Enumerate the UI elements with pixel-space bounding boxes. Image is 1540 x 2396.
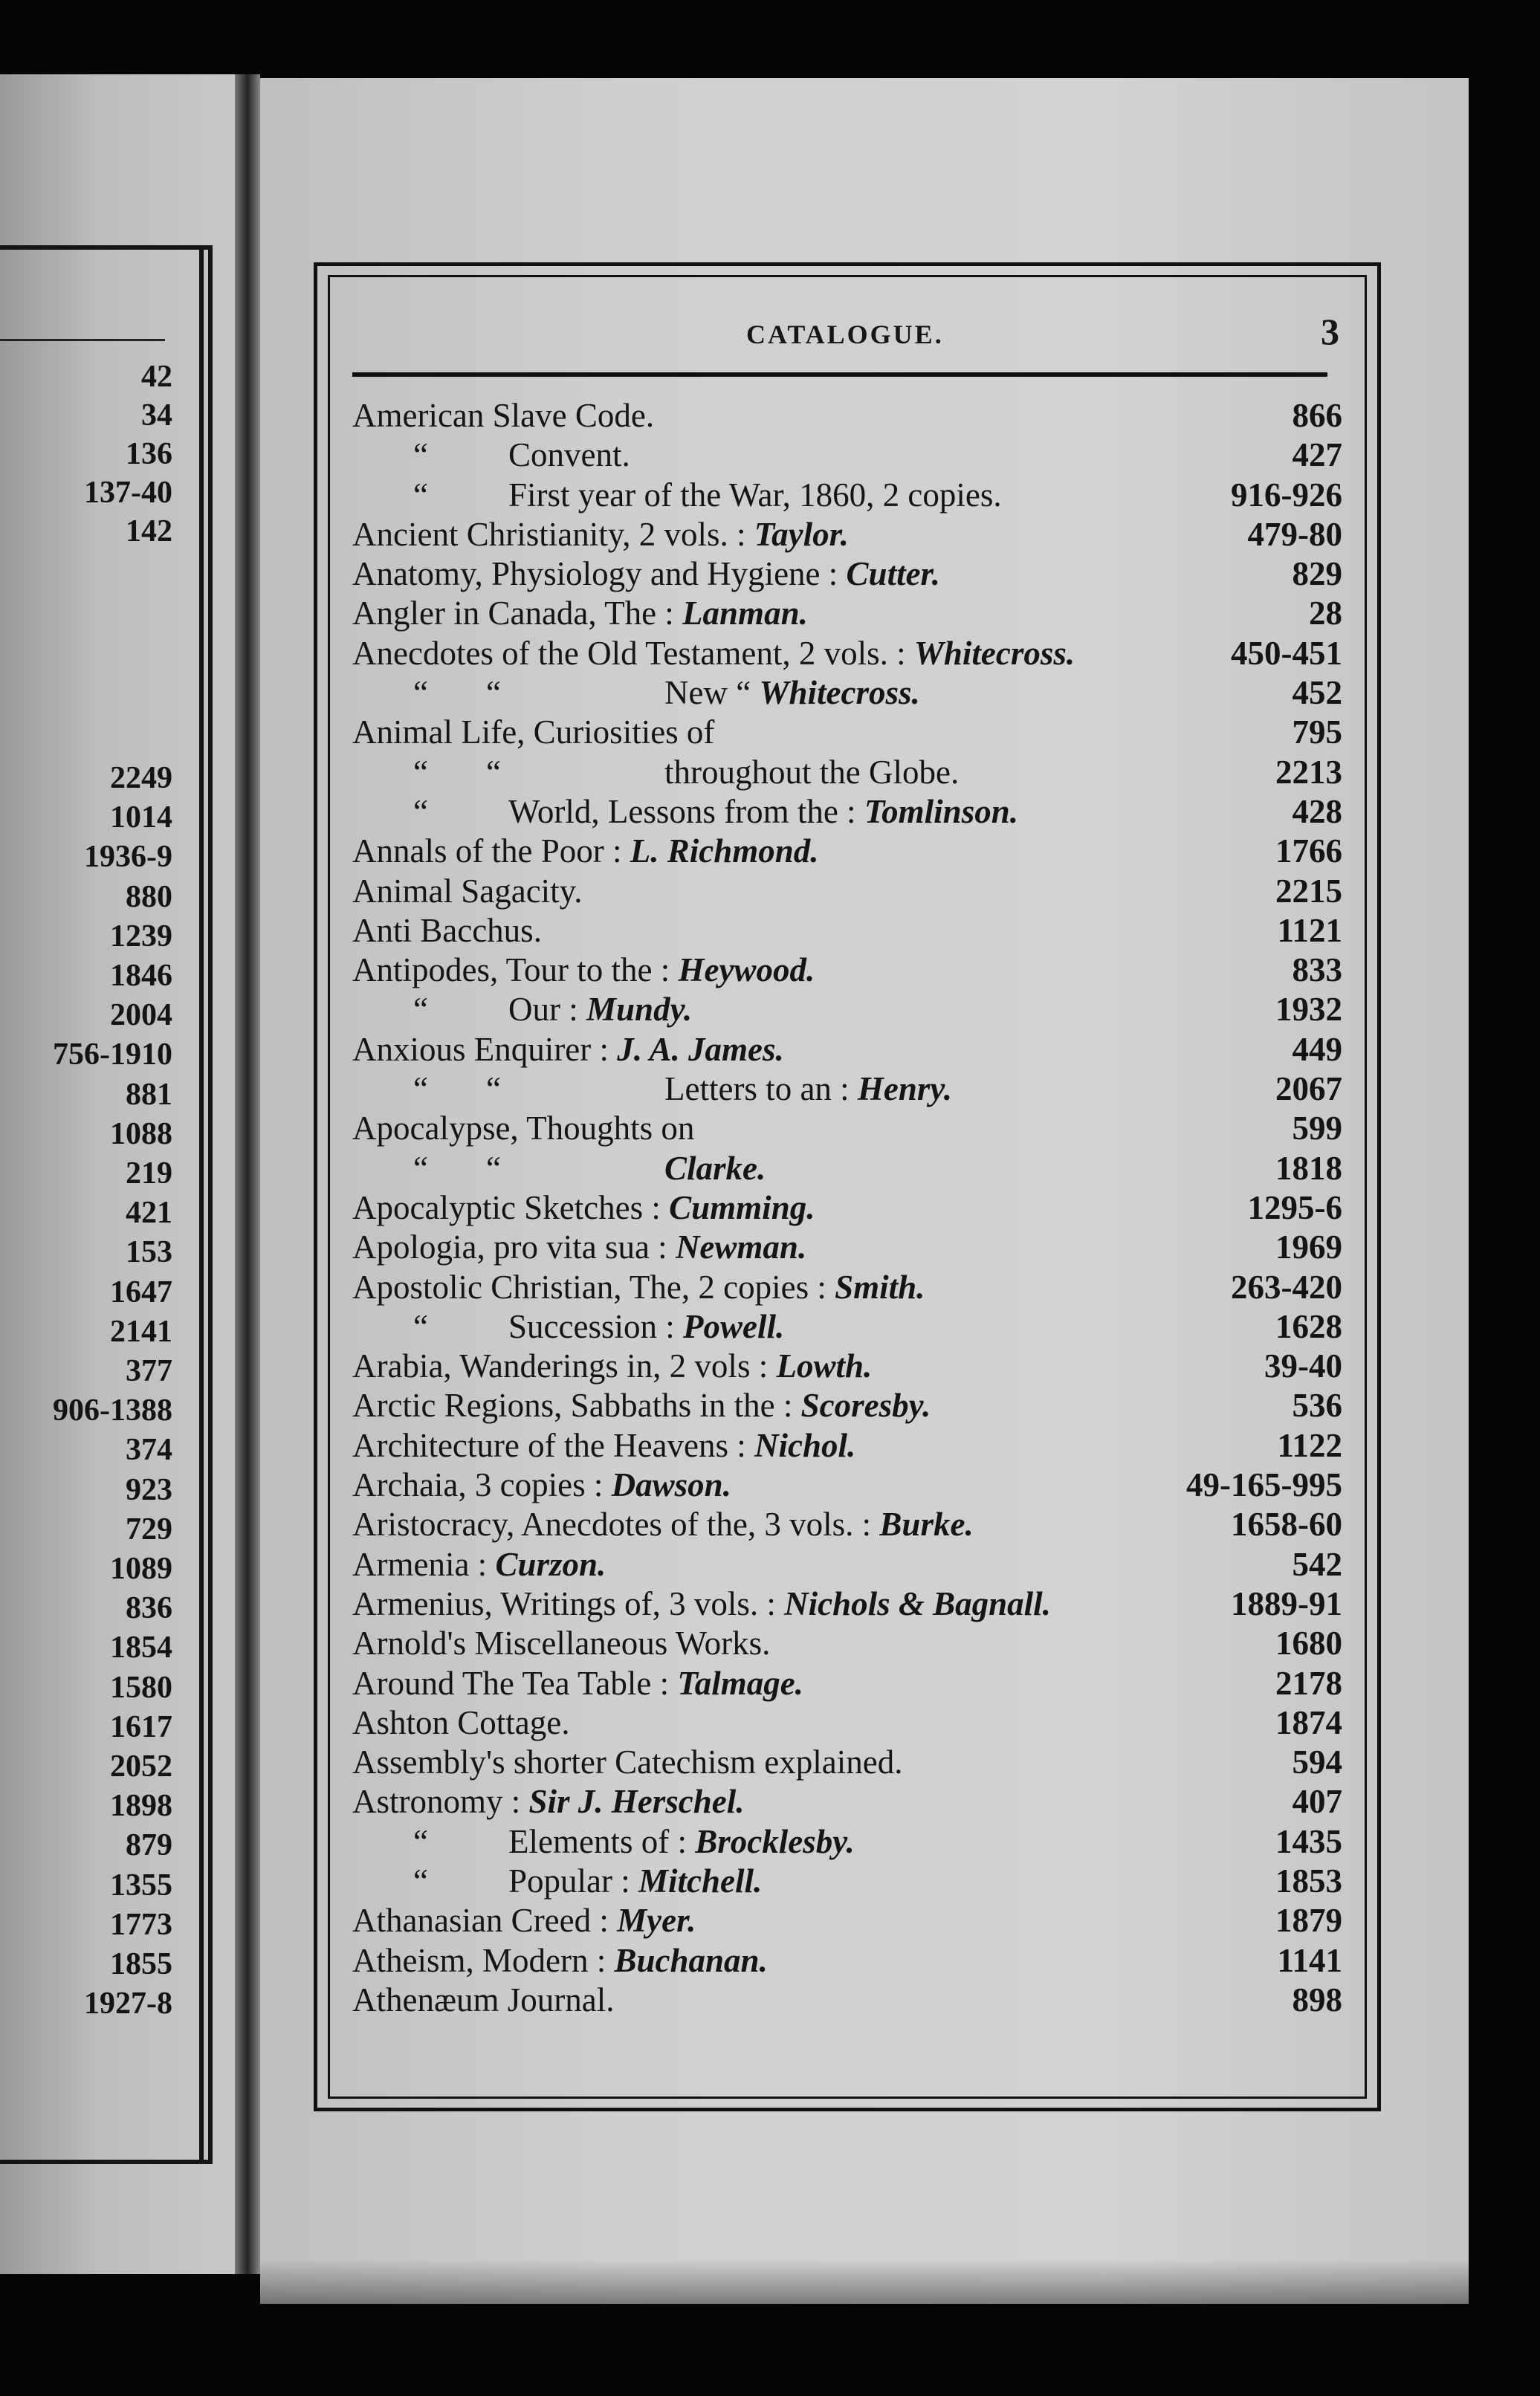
entry-title-text: Anxious Enquirer : <box>352 1030 609 1068</box>
page-shadow <box>260 2259 1469 2304</box>
page-border-outer <box>314 262 1381 2111</box>
left-page-number: 756-1910 <box>53 1037 172 1072</box>
entry-number: 1658-60 <box>1231 1506 1342 1544</box>
entry-number: 2178 <box>1275 1664 1342 1702</box>
catalogue-entry <box>330 436 1365 475</box>
entry-title <box>352 1188 815 1228</box>
catalogue-entry <box>330 1584 1365 1624</box>
left-page-number: 906-1388 <box>53 1393 172 1428</box>
entry-title <box>352 832 819 871</box>
entry-title-text: Astronomy : <box>352 1783 521 1821</box>
catalogue-entry <box>330 1941 1365 1981</box>
ditto-mark: “ <box>413 792 428 830</box>
entry-number: 1121 <box>1277 911 1342 949</box>
left-page-number: 142 <box>126 514 172 548</box>
left-page-frame <box>0 245 213 2164</box>
entry-author: Taylor. <box>754 515 849 553</box>
entry-number: 427 <box>1292 436 1342 474</box>
entry-number: 2215 <box>1275 872 1342 910</box>
entry-title <box>352 1624 770 1663</box>
catalogue-page <box>260 78 1469 2304</box>
entry-title-text: Armenius, Writings of, 3 vols. : <box>352 1584 776 1622</box>
left-page-number: 377 <box>126 1354 172 1388</box>
entry-number: 1680 <box>1275 1625 1342 1662</box>
catalogue-entry <box>330 1664 1365 1703</box>
catalogue-entry <box>330 753 1365 792</box>
entry-title <box>352 1030 784 1069</box>
catalogue-entry <box>330 1545 1365 1584</box>
entry-author: Talmage. <box>677 1664 803 1702</box>
entry-title-text: Athenæum Journal. <box>352 1981 615 2018</box>
left-page-number: 1936-9 <box>84 840 172 875</box>
entry-title-text: Arctic Regions, Sabbaths in the : <box>352 1387 793 1425</box>
entry-title-text: Around The Tea Table : <box>352 1664 670 1702</box>
entry-title <box>664 1149 766 1188</box>
entry-number: 2067 <box>1275 1070 1342 1108</box>
catalogue-entry <box>330 1901 1365 1940</box>
left-page-number: 1898 <box>110 1789 172 1824</box>
entry-author: Smith. <box>835 1268 925 1306</box>
ditto-mark: “ <box>486 753 501 791</box>
left-page-number: 1617 <box>110 1709 172 1744</box>
entry-title-text: Letters to an : <box>664 1070 850 1108</box>
entry-number: 39-40 <box>1264 1347 1342 1385</box>
entry-author: Whitecross. <box>913 634 1075 672</box>
left-page-number: 2052 <box>110 1749 172 1784</box>
left-page-number: 374 <box>126 1433 172 1468</box>
left-page-number: 42 <box>141 360 172 394</box>
entry-title <box>352 1743 902 1782</box>
left-page-number: 881 <box>126 1077 172 1112</box>
catalogue-entry <box>330 1466 1365 1505</box>
entry-title-text: Elements of : <box>508 1822 687 1860</box>
entry-title <box>352 1268 925 1307</box>
entry-number: 1889-91 <box>1231 1584 1342 1622</box>
entry-number: 898 <box>1292 1981 1342 2018</box>
header-rule <box>352 372 1327 377</box>
entry-title <box>352 1664 803 1703</box>
catalogue-entry <box>330 1149 1365 1188</box>
ditto-mark: “ <box>413 753 428 791</box>
entry-number: 450-451 <box>1231 634 1342 672</box>
catalogue-entry <box>330 1109 1365 1148</box>
entry-title-text: Arabia, Wanderings in, 2 vols : <box>352 1347 769 1385</box>
ditto-mark: “ <box>413 1070 428 1108</box>
entry-author: J. A. James. <box>617 1030 784 1068</box>
entry-title <box>508 990 692 1029</box>
catalogue-entry <box>330 634 1365 673</box>
entry-number: 542 <box>1292 1545 1342 1583</box>
entry-author: Heywood. <box>678 951 815 989</box>
book-gutter <box>235 74 260 2274</box>
entry-title-text: Assembly's shorter Catechism explained. <box>352 1743 903 1781</box>
entry-title-text: Anecdotes of the Old Testament, 2 vols. : <box>352 634 906 672</box>
entry-title-text: Succession : <box>508 1307 675 1345</box>
entry-title <box>352 1545 606 1584</box>
entry-title <box>352 594 808 633</box>
ditto-mark: “ <box>486 674 501 712</box>
entry-title-text: Apocalyptic Sketches : <box>352 1188 661 1226</box>
catalogue-entry <box>330 476 1365 515</box>
entry-author: Nichol. <box>754 1426 856 1464</box>
entry-author: Curzon. <box>495 1545 606 1583</box>
catalogue-entry <box>330 1981 1365 2020</box>
catalogue-entry <box>330 792 1365 832</box>
entry-author: Cumming. <box>669 1188 815 1226</box>
entry-title <box>508 1822 855 1862</box>
entry-number: 449 <box>1292 1030 1342 1068</box>
entry-number: 1932 <box>1275 991 1342 1029</box>
catalogue-entry <box>330 396 1365 436</box>
entry-title-text: New “ <box>664 674 751 712</box>
entry-author: Buchanan. <box>614 1941 768 1979</box>
entry-number: 916-926 <box>1231 476 1342 514</box>
left-page-number: 1088 <box>110 1116 172 1151</box>
entry-number: 1295-6 <box>1247 1188 1342 1226</box>
entry-title <box>352 1584 1051 1624</box>
ditto-mark: “ <box>486 1149 501 1187</box>
ditto-mark: “ <box>413 1307 428 1345</box>
page-number: 3 <box>1321 311 1339 352</box>
entry-author: Sir J. Herschel. <box>528 1783 745 1821</box>
catalogue-entry <box>330 951 1365 990</box>
catalogue-entry <box>330 1307 1365 1347</box>
left-page-number: 2141 <box>110 1314 172 1349</box>
catalogue-entry <box>330 1505 1365 1544</box>
entry-author: Cutter. <box>846 555 940 593</box>
entry-author: Myer. <box>617 1902 696 1940</box>
entry-author: Dawson. <box>611 1466 731 1504</box>
entry-title <box>352 634 1075 673</box>
left-page-number: 34 <box>141 398 172 433</box>
entry-author: Newman. <box>675 1228 807 1266</box>
entry-number: 1141 <box>1277 1941 1342 1979</box>
entry-title-text: Animal Life, Curiosities of <box>352 713 715 751</box>
entry-number: 594 <box>1292 1743 1342 1781</box>
catalogue-entry <box>330 515 1365 554</box>
left-page-number: 1773 <box>110 1907 172 1942</box>
entry-number: 479-80 <box>1247 515 1342 553</box>
left-page-number: 1846 <box>110 959 172 993</box>
catalogue-entry <box>330 1188 1365 1228</box>
entry-title <box>352 1703 569 1743</box>
entry-author: Scoresby. <box>800 1387 931 1425</box>
ditto-mark: “ <box>413 436 428 474</box>
left-page-number: 880 <box>126 879 172 914</box>
catalogue-entry <box>330 1703 1365 1743</box>
entry-title <box>508 436 630 475</box>
catalogue-entry <box>330 594 1365 633</box>
entry-number: 1628 <box>1275 1307 1342 1345</box>
entry-number: 1818 <box>1275 1149 1342 1187</box>
left-page-number: 1927-8 <box>84 1987 172 2021</box>
running-title: CATALOGUE. <box>746 320 944 349</box>
entry-title <box>352 1109 694 1148</box>
catalogue-entry <box>330 1862 1365 1901</box>
left-page-number: 1355 <box>110 1868 172 1903</box>
catalogue-entry <box>330 1030 1365 1069</box>
entry-number: 428 <box>1292 792 1342 830</box>
entry-title <box>664 753 959 792</box>
left-page-rule <box>0 339 165 341</box>
entry-title-text: Anti Bacchus. <box>352 911 542 949</box>
left-page-number: 923 <box>126 1472 172 1507</box>
left-page-number: 153 <box>126 1235 172 1270</box>
entry-author: Mitchell. <box>638 1862 763 1900</box>
entry-title <box>352 951 815 990</box>
entry-number: 452 <box>1292 674 1342 712</box>
entry-author: Lowth. <box>776 1347 873 1385</box>
entry-author: L. Richmond. <box>630 832 819 870</box>
entry-title <box>352 1466 731 1505</box>
entry-title-text: Architecture of the Heavens : <box>352 1426 746 1464</box>
ditto-mark: “ <box>413 476 428 514</box>
ditto-mark: “ <box>413 1822 428 1860</box>
entry-author: Brocklesby. <box>695 1822 855 1860</box>
entry-title <box>352 713 714 752</box>
entry-number: 1853 <box>1275 1862 1342 1900</box>
entry-number: 599 <box>1292 1110 1342 1147</box>
entry-number: 833 <box>1292 951 1342 989</box>
entry-author: Whitecross. <box>759 674 920 712</box>
catalogue-entry <box>330 872 1365 911</box>
entry-title-text: Our : <box>508 991 578 1029</box>
left-page-number: 729 <box>126 1512 172 1547</box>
entry-title-text: Convent. <box>508 436 630 474</box>
entry-title-text: Animal Sagacity. <box>352 872 583 910</box>
entry-number: 829 <box>1292 555 1342 593</box>
catalogue-entry <box>330 673 1365 713</box>
entry-title <box>352 1426 855 1466</box>
entry-title <box>352 1901 696 1940</box>
entry-number: 1879 <box>1275 1902 1342 1940</box>
ditto-mark: “ <box>413 991 428 1029</box>
catalogue-entry <box>330 1268 1365 1307</box>
entry-title-text: Anatomy, Physiology and Hygiene : <box>352 555 838 593</box>
left-page-number: 2249 <box>110 761 172 795</box>
entry-title <box>352 396 654 436</box>
catalogue-entry <box>330 1228 1365 1267</box>
catalogue-entry <box>330 1347 1365 1386</box>
entry-title <box>508 1862 762 1901</box>
entry-number: 407 <box>1292 1783 1342 1821</box>
entry-number: 1122 <box>1277 1426 1342 1464</box>
catalogue-entry <box>330 713 1365 752</box>
entry-title-text: Antipodes, Tour to the : <box>352 951 670 989</box>
entry-number: 1435 <box>1275 1822 1342 1860</box>
left-page-number: 1239 <box>110 919 172 953</box>
entry-title-text: Atheism, Modern : <box>352 1941 606 1979</box>
entry-author: Burke. <box>879 1506 974 1544</box>
entry-title-text: First year of the War, 1860, 2 copies. <box>508 476 1002 514</box>
entry-title <box>352 1386 931 1425</box>
entry-title-text: World, Lessons from the : <box>508 792 856 830</box>
entry-number: 866 <box>1292 397 1342 434</box>
catalogue-entry <box>330 1743 1365 1782</box>
ditto-mark: “ <box>413 1149 428 1187</box>
entry-title-text: Archaia, 3 copies : <box>352 1466 604 1504</box>
left-page-number: 1014 <box>110 800 172 835</box>
entry-author: Tomlinson. <box>864 792 1018 830</box>
entry-title-text: Aristocracy, Anecdotes of the, 3 vols. : <box>352 1506 872 1544</box>
entry-title <box>352 911 542 951</box>
entry-title-text: throughout the Globe. <box>664 753 960 791</box>
entry-title <box>352 1347 872 1386</box>
left-page-number: 136 <box>126 437 172 471</box>
entry-number: 263-420 <box>1231 1268 1342 1306</box>
left-page-number: 421 <box>126 1196 172 1231</box>
catalogue-entries <box>330 396 1365 2020</box>
left-page-number: 137-40 <box>84 476 172 510</box>
entry-number: 28 <box>1309 595 1342 632</box>
entry-title <box>664 673 920 713</box>
left-page-number: 879 <box>126 1828 172 1863</box>
ditto-mark: “ <box>413 674 428 712</box>
left-page-number: 2004 <box>110 998 172 1033</box>
entry-title <box>352 872 583 911</box>
catalogue-entry <box>330 1624 1365 1663</box>
left-page-number: 1647 <box>110 1275 172 1309</box>
catalogue-entry <box>330 1426 1365 1466</box>
entry-number: 1969 <box>1275 1228 1342 1266</box>
catalogue-entry <box>330 554 1365 594</box>
catalogue-entry <box>330 911 1365 951</box>
entry-title <box>352 1981 614 2020</box>
entry-title <box>352 1782 745 1822</box>
ditto-mark: “ <box>486 1070 501 1108</box>
entry-title-text: Ancient Christianity, 2 vols. : <box>352 515 746 553</box>
entry-author: Powell. <box>682 1307 785 1345</box>
entry-author: Clarke. <box>664 1149 766 1187</box>
left-page-number: 836 <box>126 1591 172 1626</box>
entry-title-text: Annals of the Poor : <box>352 832 622 870</box>
entry-title-text: Apologia, pro vita sua : <box>352 1228 667 1266</box>
entry-title <box>508 1307 784 1347</box>
catalogue-entry <box>330 1386 1365 1425</box>
entry-title-text: American Slave Code. <box>352 397 655 434</box>
catalogue-entry <box>330 832 1365 871</box>
entry-number: 795 <box>1292 713 1342 751</box>
entry-author: Mundy. <box>586 991 693 1029</box>
entry-title <box>352 515 849 554</box>
entry-title <box>352 554 940 594</box>
entry-title-text: Angler in Canada, The : <box>352 595 674 632</box>
entry-number: 2213 <box>1275 753 1342 791</box>
entry-number: 536 <box>1292 1387 1342 1425</box>
entry-title <box>352 1941 768 1981</box>
entry-title-text: Athanasian Creed : <box>352 1902 609 1940</box>
entry-title-text: Arnold's Miscellaneous Works. <box>352 1625 771 1662</box>
catalogue-entry <box>330 1069 1365 1109</box>
entry-title-text: Popular : <box>508 1862 630 1900</box>
left-page-number: 1855 <box>110 1947 172 1981</box>
left-page-number: 1854 <box>110 1631 172 1665</box>
entry-title <box>352 1505 974 1544</box>
entry-title-text: Ashton Cottage. <box>352 1703 570 1741</box>
entry-title-text: Apostolic Christian, The, 2 copies : <box>352 1268 826 1306</box>
entry-author: Henry. <box>857 1070 952 1108</box>
catalogue-entry <box>330 1782 1365 1822</box>
left-page-number: 1580 <box>110 1670 172 1705</box>
left-page-number: 1089 <box>110 1552 172 1586</box>
entry-title <box>508 792 1018 832</box>
left-page <box>0 74 245 2274</box>
ditto-mark: “ <box>413 1862 428 1900</box>
entry-author: Lanman. <box>682 595 808 632</box>
entry-number: 1874 <box>1275 1703 1342 1741</box>
page-border-inner <box>328 275 1367 2099</box>
entry-title <box>508 476 1002 515</box>
catalogue-entry <box>330 1822 1365 1862</box>
catalogue-entry <box>330 990 1365 1029</box>
entry-number: 49-165-995 <box>1186 1466 1342 1504</box>
entry-title-text: Apocalypse, Thoughts on <box>352 1110 695 1147</box>
entry-number: 1766 <box>1275 832 1342 870</box>
left-page-number: 219 <box>126 1156 172 1191</box>
entry-title-text: Armenia : <box>352 1545 488 1583</box>
entry-title <box>664 1069 952 1109</box>
entry-author: Nichols & Bagnall. <box>784 1584 1051 1622</box>
entry-title <box>352 1228 806 1267</box>
